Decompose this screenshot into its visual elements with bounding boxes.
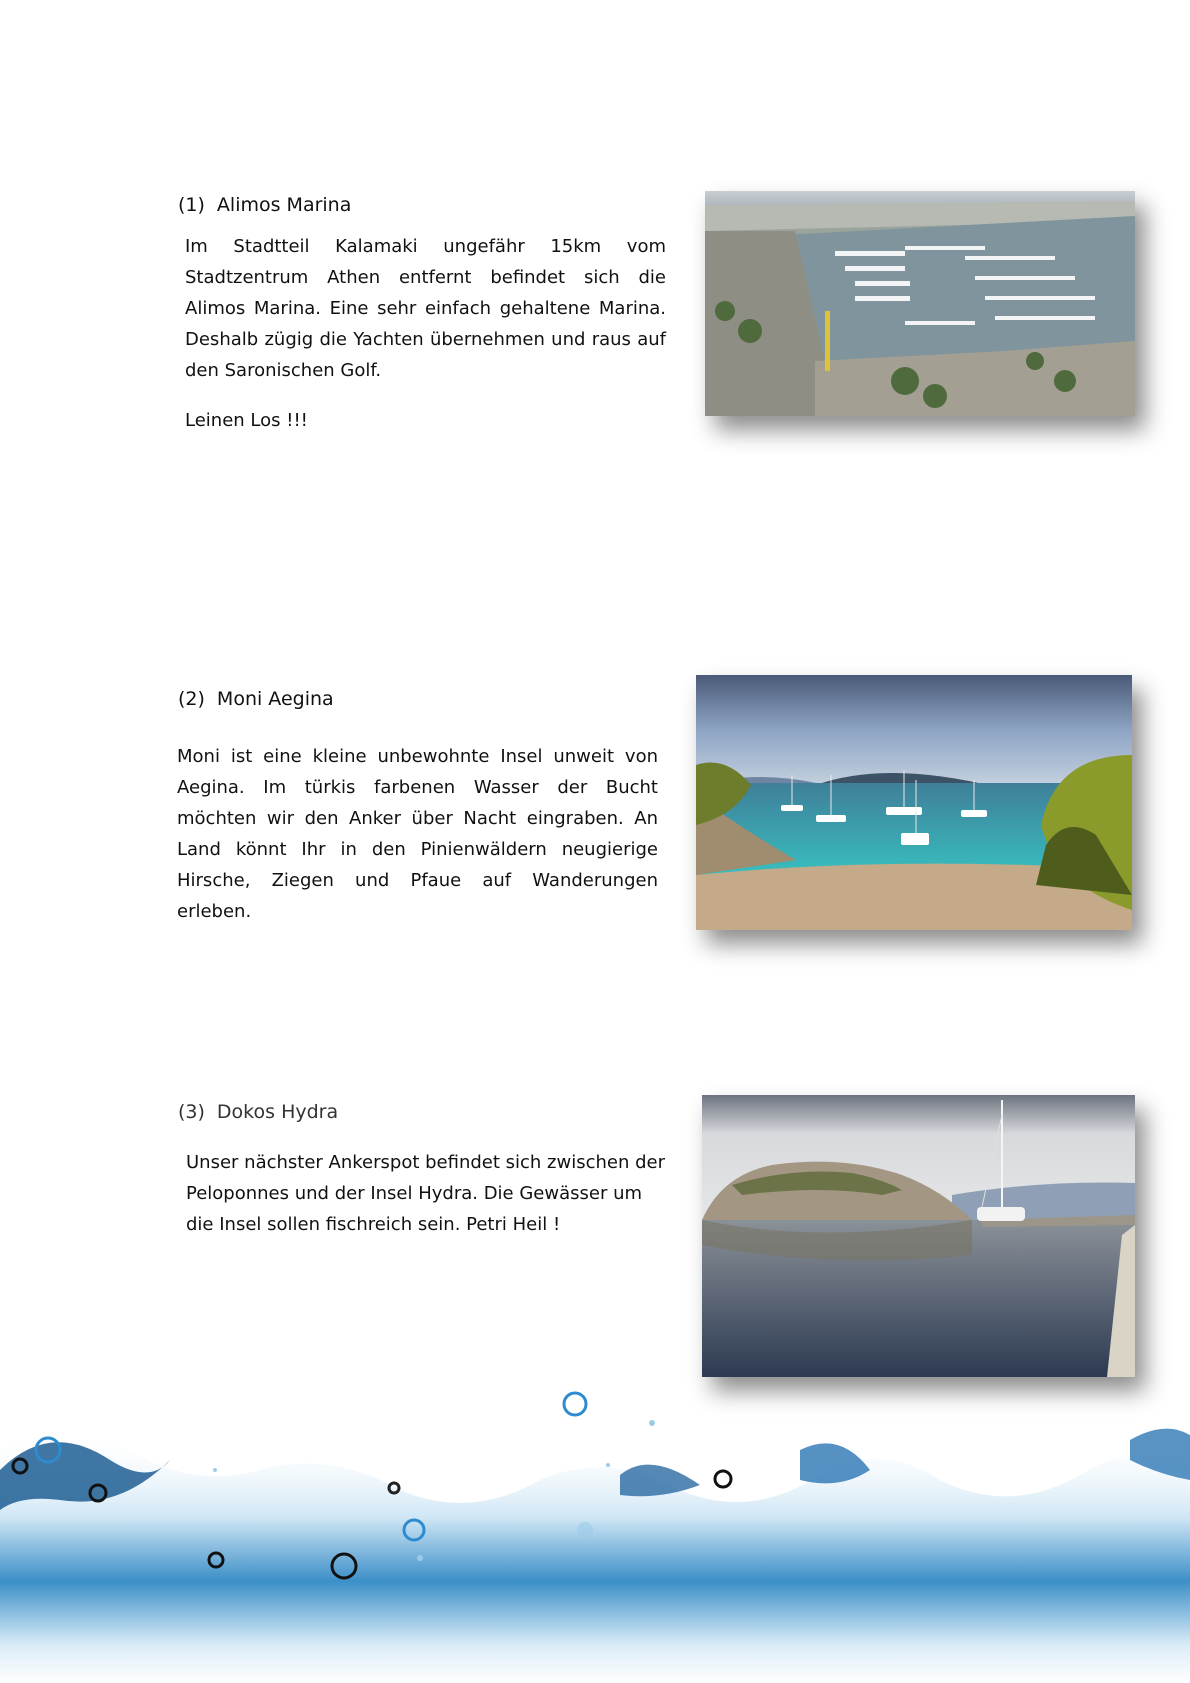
section-1-paragraph: Leinen Los !!! xyxy=(185,410,308,431)
rocky-island-anchorage-photo xyxy=(702,1095,1135,1377)
section-1-paragraph: Im Stadtteil Kalamaki ungefähr 15km vom Stadtzentrum Athen entfernt befindet sich die Alimos Marina. Eine sehr einfach gehaltene Marina. Deshalb zügig die Yachten übernehmen und raus auf den Saronischen Golf. xyxy=(185,236,666,381)
section-3-text xyxy=(186,1147,670,1240)
water-splash-footer xyxy=(0,1380,1190,1683)
section-2-heading xyxy=(178,688,334,710)
section-1-text xyxy=(185,231,666,436)
section-2-paragraph: Moni ist eine kleine unbewohnte Insel unweit von Aegina. Im türkis farbenen Wasser der Bucht möchten wir den Anker über Nacht eingraben. An Land könnt Ihr in den Pinienwäldern neugierige Hirsche, Ziegen und Pfaue auf Wanderungen erleben. xyxy=(177,746,658,922)
marina-aerial-photo xyxy=(705,191,1135,416)
section-3-heading xyxy=(178,1101,338,1123)
section-2-text xyxy=(177,741,658,927)
section-1-number: (1) xyxy=(178,194,205,216)
section-3-paragraph: Unser nächster Ankerspot befindet sich zwischen der Peloponnes und der Insel Hydra. Die Gewässer um die Insel sollen fischreich sein. Petri Heil ! xyxy=(186,1152,665,1235)
section-2-number: (2) xyxy=(178,688,205,710)
section-3-title: Dokos Hydra xyxy=(216,1101,339,1123)
section-3-number: (3) xyxy=(178,1101,205,1123)
section-2-title: Moni Aegina xyxy=(216,688,334,710)
section-1-heading xyxy=(178,194,351,216)
section-1-title: Alimos Marina xyxy=(216,194,352,216)
bay-with-boats-photo xyxy=(696,675,1132,930)
